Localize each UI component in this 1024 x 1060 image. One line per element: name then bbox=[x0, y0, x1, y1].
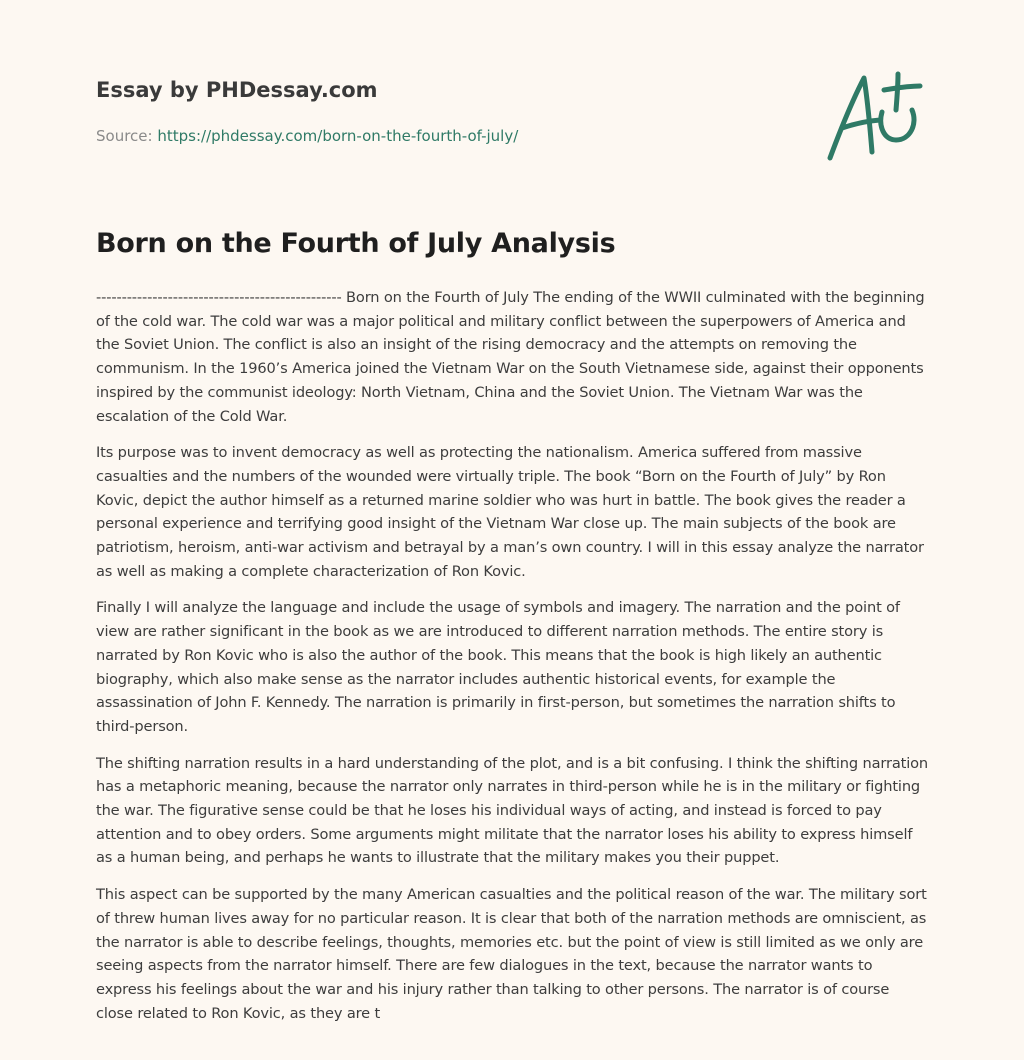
page-title: Born on the Fourth of July Analysis bbox=[96, 228, 616, 259]
source-line bbox=[96, 126, 796, 146]
article-body bbox=[96, 286, 928, 1038]
paragraph: This aspect can be supported by the many American casualties and the political reason of the war. The military sort of threw human lives away for no particular reason. It is clear that both of the narration methods are omniscient, as the narrator is able to describe feelings, thoughts, memories etc. but the point of view is still limited as we only are seeing aspects from the narrator himself. There are few dialogues in the text, because the narrator wants to express his feelings about the war and his injury rather than talking to other persons. The narrator is of course close related to Ron Kovic, as they are t bbox=[96, 886, 927, 1022]
paragraph: ------------------------------------------------ Born on the Fourth of July The ending of the WWII culminated with the beginning of the cold war. The cold war was a major political and military conflict between the superpowers of America and the Soviet Union. The conflict is also an insight of the rising democracy and the attempts on removing the communism. In the 1960’s America joined the Vietnam War on the South Vietnamese side, against their opponents inspired by the communist ideology: North Vietnam, China and the Soviet Union. The Vietnam War was the escalation of the Cold War. bbox=[96, 289, 925, 425]
a-plus-logo-icon bbox=[820, 66, 930, 166]
source-link[interactable]: https://phdessay.com/born-on-the-fourth-of-july/ bbox=[157, 127, 519, 145]
paragraph: The shifting narration results in a hard understanding of the plot, and is a bit confusing. I think the shifting narration has a metaphoric meaning, because the narrator only narrates in third-person while he is in the military or fighting the war. The figurative sense could be that he loses his individual ways of acting, and instead is forced to pay attention and to obey orders. Some arguments might militate that the narrator loses his ability to express himself as a human being, and perhaps he wants to illustrate that the military makes you their puppet. bbox=[96, 754, 928, 867]
paragraph: Its purpose was to invent democracy as well as protecting the nationalism. America suffered from massive casualties and the numbers of the wounded were virtually triple. The book “Born on the Fourth of July” by Ron Kovic, depict the author himself as a returned marine soldier who was hurt in battle. The book gives the reader a personal experience and terrifying good insight of the Vietnam War close up. The main subjects of the book are patriotism, heroism, anti-war activism and betrayal by a man’s own country. I will in this essay analyze the narrator as well as making a complete characterization of Ron Kovic. bbox=[96, 444, 924, 580]
page-header bbox=[96, 76, 796, 146]
site-brand: Essay by PHDessay.com bbox=[96, 78, 378, 102]
paragraph: Finally I will analyze the language and include the usage of symbols and imagery. The narration and the point of view are rather significant in the book as we are introduced to different narration methods. The entire story is narrated by Ron Kovic who is also the author of the book. This means that the book is high likely an authentic biography, which also make sense as the narrator includes authentic historical events, for example the assassination of John F. Kennedy. The narration is primarily in first-person, but sometimes the narration shifts to third-person. bbox=[96, 599, 900, 735]
source-label: Source: bbox=[96, 127, 153, 145]
